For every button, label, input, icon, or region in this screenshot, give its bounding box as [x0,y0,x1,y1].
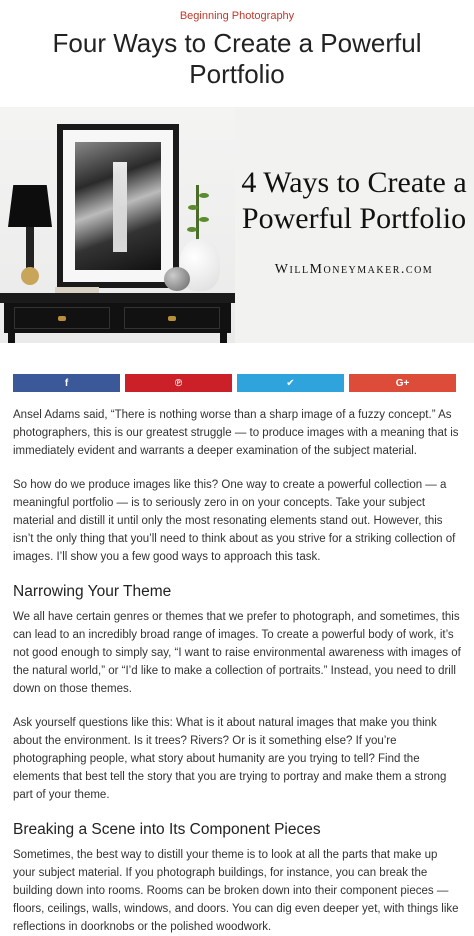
article-paragraph: Ansel Adams said, “There is nothing worse than a sharp image of a fuzzy concept.” As photographers, this is our greatest struggle — to produce images with a meaning that is immediately evident and warrants a deeper examination of the subject material. [13,409,459,457]
article-paragraph: Ask yourself questions like this: What is it about natural images that make you think about the environment. Is it trees? Rivers? Or is it something else? If you’re photographing people, what story about humanity are you trying to tell? Find the elements that best tell the story that you are trying to portray and make them a strong part of your theme. [13,717,447,801]
lamp-shade [8,185,52,227]
pinterest-share-button[interactable] [125,374,232,392]
console-table-top [0,293,235,303]
waterfall-photo [75,142,161,270]
googleplus-share-button[interactable] [349,374,456,392]
article-paragraph: Sometimes, the best way to distill your theme is to look at all the parts that make up your subject material. If you photograph buildings, for instance, you can break the building down into rooms. Rooms can be broken down into their component pieces — floors, ceilings, walls, windows, and doors. You can dig even deeper yet, with things like reflections in doorknobs or the polished woodwork. [13,849,459,933]
article-body [0,406,474,936]
drawer-pull [168,316,176,321]
category-link[interactable]: Beginning Photography [179,10,295,22]
picture-frame [57,124,179,288]
googleplus-icon: G+ [395,377,410,389]
article-paragraph: We all have certain genres or themes that we prefer to photograph, and sometimes, this can lead to an incredibly broad range of images. To create a powerful body of work, it’s not good enough to simply say, “I want to raise environmental awareness with images of the natural world,” or “I’d like to make a collection of portraits.” Instead, you need to drill down on those themes. [13,611,461,695]
hero-site-name: WillMoneymaker.com [274,262,434,277]
twitter-share-button[interactable] [237,374,344,392]
hero-title-line1: 4 Ways to Create a [241,166,467,199]
drawer-pull [58,316,66,321]
hero-image [0,107,474,343]
page-title: Four Ways to Create a Powerful Portfolio [52,28,422,89]
facebook-icon: f [64,377,69,389]
facebook-share-button[interactable] [13,374,120,392]
lamp-knob [21,267,39,285]
pinterest-icon: ℗ [174,377,183,389]
twitter-icon: ✔ [286,377,295,389]
decorative-ball [164,267,190,291]
share-bar [0,374,474,392]
article-paragraph: So how do we produce images like this? One way to create a powerful collection — a meaningful portfolio — is to seriously zero in on your concepts. Take your subject material and distill it until only the most resonating elements stand out. However, this isn’t the only thing that you’ll need to think about as you strive for a striking collection of images. I’ll show you a few good ways to approach this task. [13,479,456,563]
table-leg [220,331,227,343]
hero-title-line2: Powerful Portfolio [241,202,467,235]
section-heading: Narrowing Your Theme [13,583,172,600]
hero-headline [236,165,472,278]
section-heading: Breaking a Scene into Its Component Pieces [13,821,321,838]
table-leg [8,331,15,343]
post-header [0,0,474,90]
